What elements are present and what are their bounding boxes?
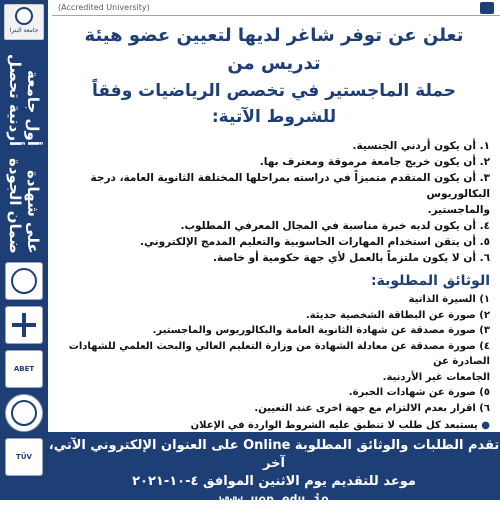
tuv-logo-icon: TÜV — [5, 438, 43, 476]
announcement-headline: تعلن عن توفر شاغر لديها لتعيين عضو هيئة تدريس من — [84, 25, 464, 74]
top-header — [52, 0, 500, 16]
condition-item: ٥. أن يتقن استخدام المهارات الحاسوبية والتعليم المدمج الإلكتروني. — [140, 236, 490, 248]
quality-seal-icon — [5, 394, 43, 432]
exclusion-note-text: يستبعد كل طلب لا تنطبق عليه الشروط الواردة في الإعلان — [190, 420, 478, 431]
vertical-slogan-line-2: على شهادة ضمان الجودة — [6, 158, 42, 254]
footer-bar — [48, 432, 500, 508]
accredited-label: (Accredited University) — [58, 3, 150, 12]
document-item: الجامعات غير الأردنية. — [382, 371, 490, 383]
document-item: ٣) صورة مصدقة عن شهادة الثانوية العامة والبكالوريوس والماجستير. — [152, 325, 490, 336]
document-item: ٥) صورة عن شهادات الخبرة. — [348, 387, 490, 398]
condition-item: ٣. أن يكون المتقدم متميزاً في دراسته بمراحلها المختلفة الثانوية العامة، درجة البكالوريوس — [90, 172, 490, 200]
condition-item: ٢. أن يكون خريج جامعة مرموقة ومعترف بها. — [259, 156, 490, 168]
university-seal-icon — [5, 262, 43, 300]
header-emblem-icon — [480, 2, 494, 14]
documents-title: الوثائق المطلوبة: — [370, 273, 490, 289]
document-item: ٦) اقرار بعدم الالتزام مع جهة اخرى عند التعيين. — [254, 402, 490, 414]
condition-item: والماجستير. — [427, 204, 490, 216]
document-item: ١) السيرة الذاتية — [408, 294, 490, 305]
conditions-list — [58, 138, 490, 266]
logo-caption: جامعة البترا — [9, 27, 39, 34]
condition-item: ٤. أن يكون لديه خبرة مناسبة في المجال المعرفي المطلوب. — [180, 220, 490, 232]
footer-deadline: موعد للتقديم يوم الاثنين الموافق ٤-١٠-٢٠٢١ — [132, 474, 416, 489]
documents-list — [58, 292, 490, 416]
university-emblem-icon — [15, 7, 33, 25]
document-item: ٤) صورة مصدقة عن معادلة الشهادة من وزارة التعليم العالي والبحث العلمي للشهادات الصادرة عن — [68, 340, 490, 367]
vertical-slogan — [0, 44, 48, 254]
footer-instructions: تقدم الطلبات والوثائق المطلوبة Online على العنوان الإلكتروني الآتي، آخر — [48, 438, 500, 471]
accreditation-icon — [5, 306, 43, 344]
university-logo — [4, 4, 44, 40]
condition-item: ٦. أن لا يكون ملتزماً بالعمل لأي جهة حكومية أو خاصة. — [212, 252, 490, 264]
left-sidebar-strip — [0, 0, 48, 500]
accreditation-badges — [3, 262, 45, 476]
abet-logo-icon: ABET — [5, 350, 43, 388]
document-item: ٢) صورة عن البطاقة الشخصية حديثة. — [305, 309, 490, 321]
condition-item: ١. أن يكون أردني الجنسية. — [352, 140, 490, 152]
bullet-icon: ● — [481, 420, 490, 431]
announcement-subheadline: حملة الماجستير في تخصص الرياضيات وفقاً للشروط الآتية: — [91, 81, 457, 127]
university-website-link[interactable]: www.uop.edu.jo — [219, 493, 329, 508]
vertical-slogan-line-1: أول جامعة أردنية تحصل — [6, 53, 42, 146]
announcement-body — [52, 18, 496, 430]
